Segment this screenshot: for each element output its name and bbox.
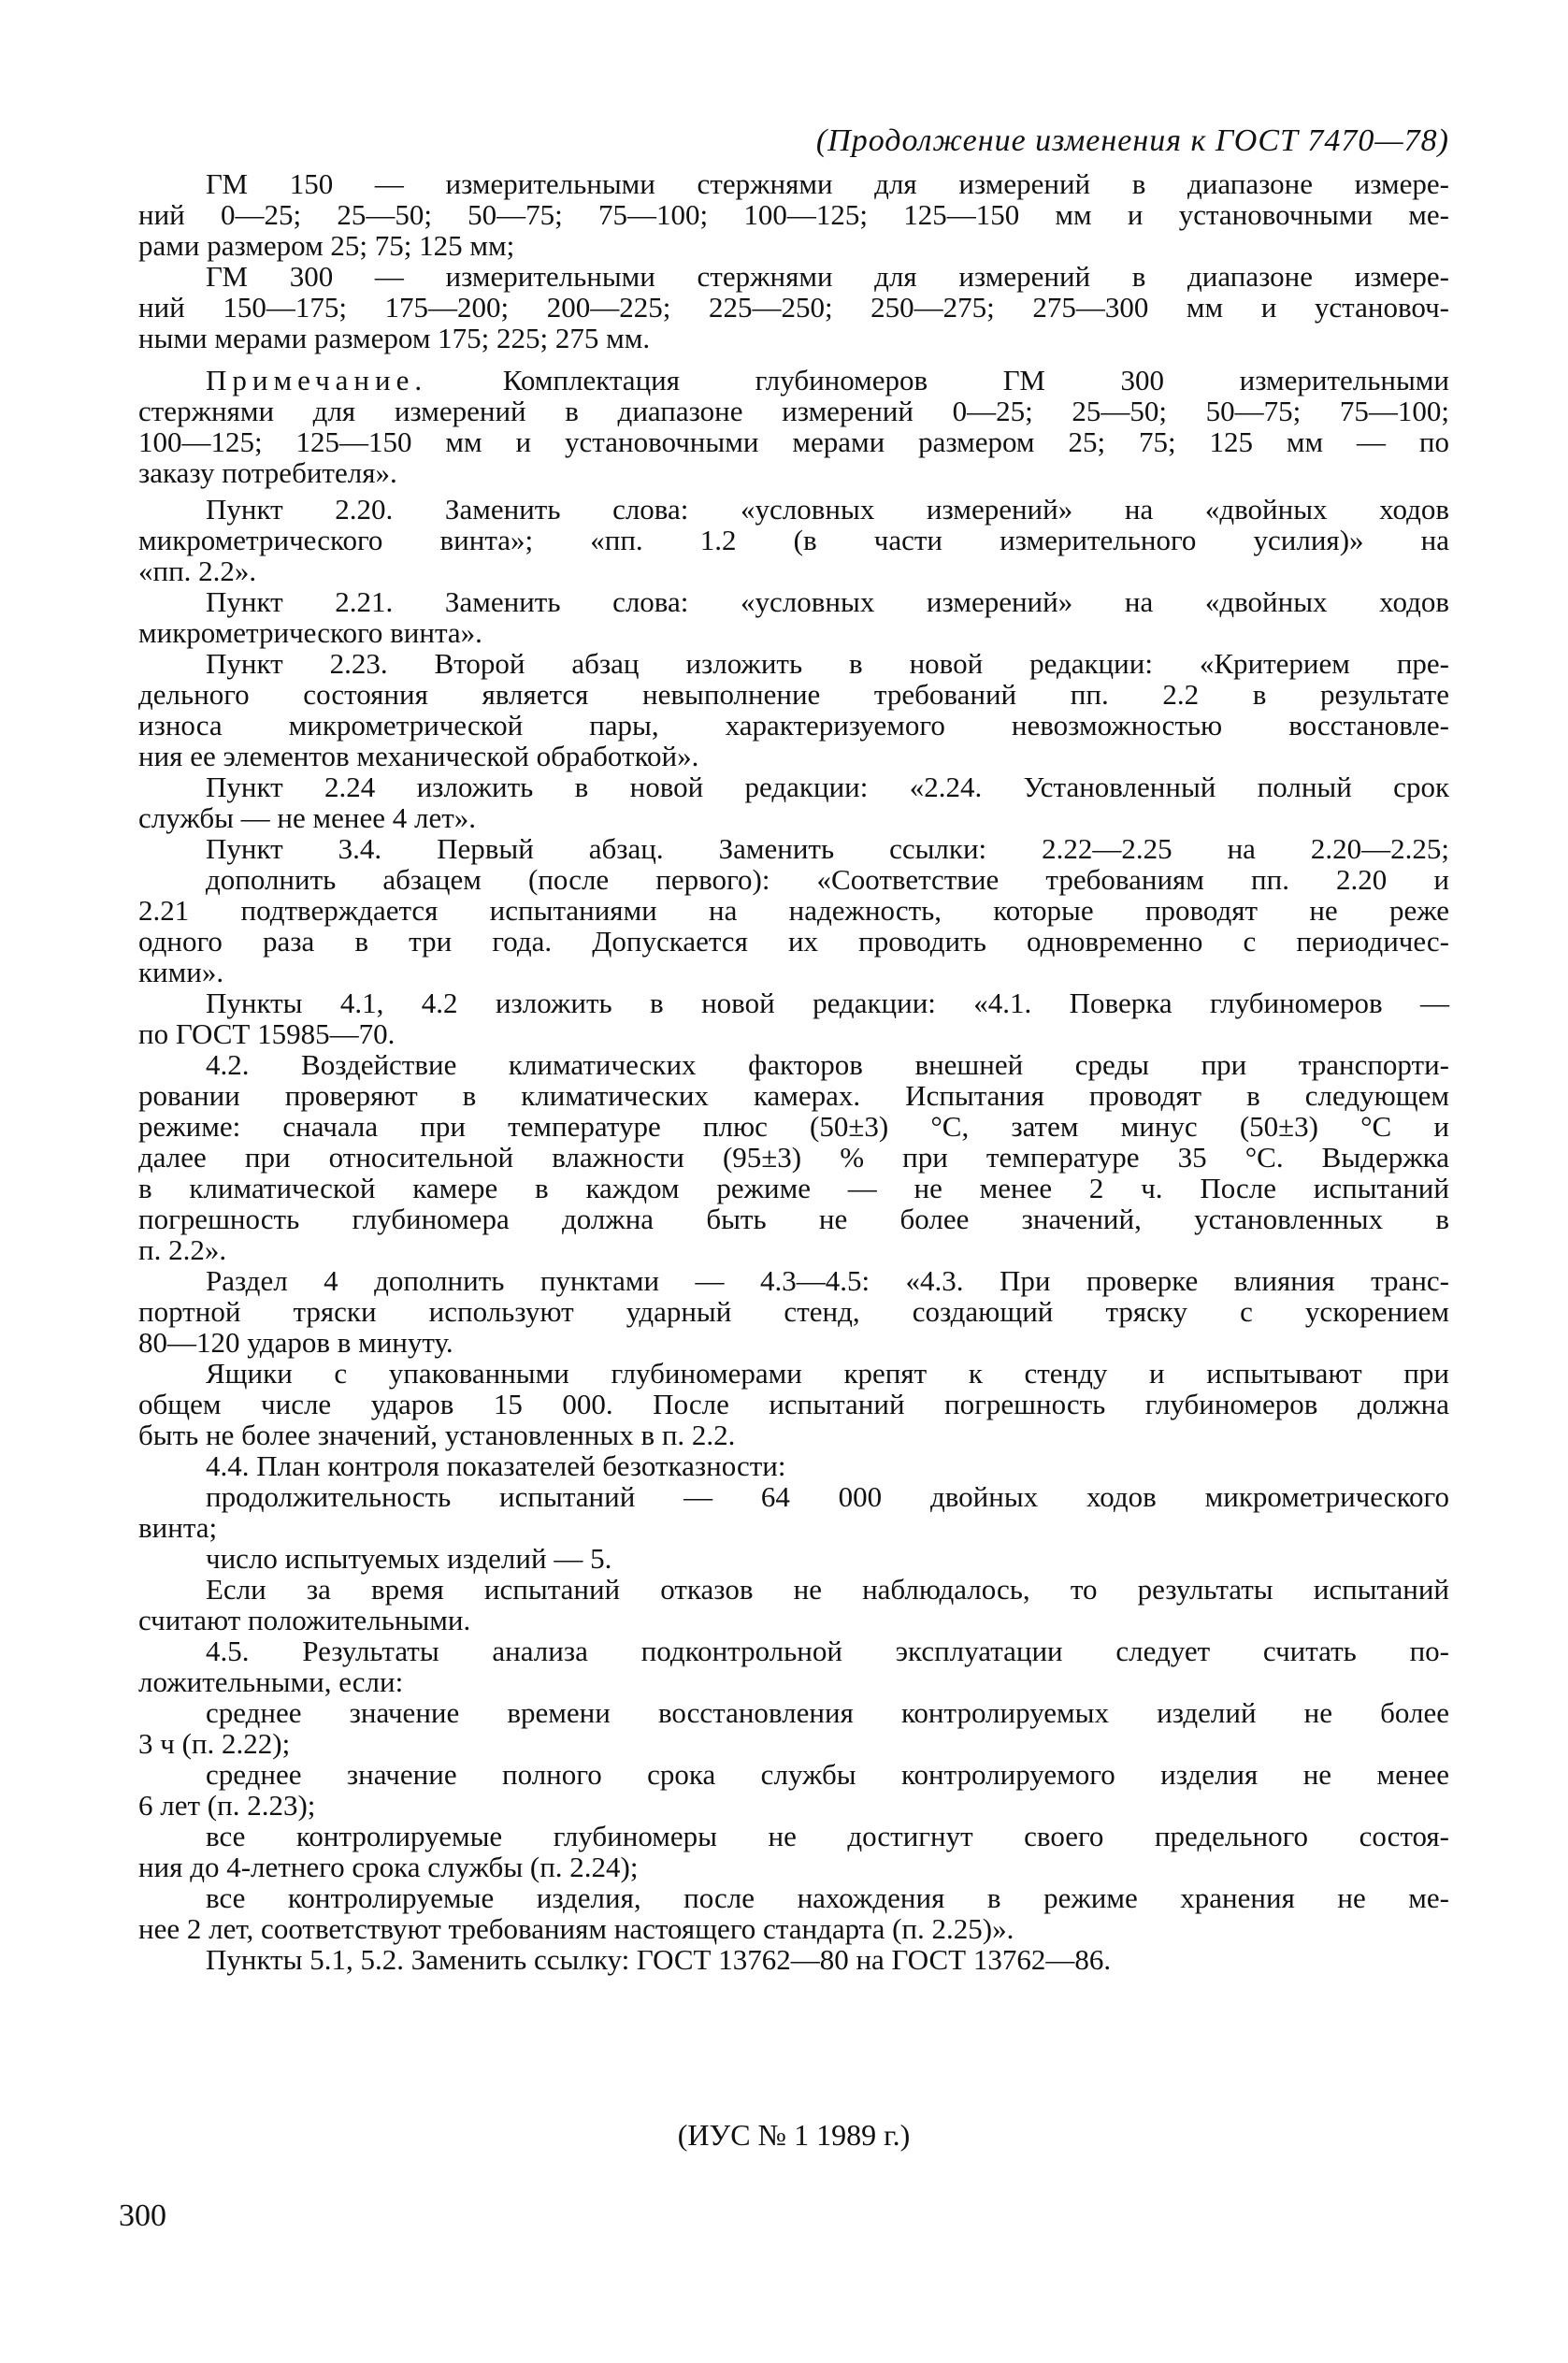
text-line: среднее значение полного срока службы контролируемого изделия не менее [206, 1758, 1449, 1791]
paragraph-note [138, 365, 1449, 488]
paragraph-all-gauges [138, 1821, 1449, 1882]
paragraph-item-4-1 [138, 987, 1449, 1049]
publication-reference: (ИУС № 1 1989 г.) [677, 2118, 911, 2152]
text-line: ложительными, если: [138, 1665, 404, 1698]
note-label: Примечание. [206, 364, 428, 396]
page-number: 300 [119, 2198, 166, 2233]
text-line: «пп. 2.2». [138, 555, 257, 587]
text-line: ными мерами размером 175; 225; 275 мм. [138, 322, 651, 354]
paragraph-duration [138, 1481, 1449, 1543]
text-line: ГМ 150 — измерительными стержнями для измерений в диапазоне измере- [206, 167, 1449, 200]
text-line: далее при относительной влажности (95±3) % при температуре 35 °С. Выдержка [138, 1141, 1449, 1174]
paragraph-item-4-2 [138, 1049, 1449, 1265]
text-line: 2.21 подтверждается испытаниями на надежность, которые проводят не реже [138, 894, 1449, 927]
text-line: 4.2. Воздействие климатических факторов внешней среды при транспорти- [206, 1048, 1449, 1081]
text-line: число испытуемых изделий — 5. [206, 1542, 612, 1575]
text-line: кими». [138, 956, 224, 988]
text-line: 6 лет (п. 2.23); [138, 1789, 316, 1822]
running-head: (Продолжение изменения к ГОСТ 7470—78) [815, 123, 1449, 158]
text-line: считают положительными. [138, 1604, 471, 1636]
text-line: общем числе ударов 15 000. После испытаний погрешность глубиномеров должна [138, 1388, 1449, 1420]
document-body [138, 168, 1449, 1975]
text-line: микрометрического винта». [138, 616, 482, 649]
text-line: Пункты 5.1, 5.2. Заменить ссылку: ГОСТ 13762—80 на ГОСТ 13762—86. [206, 1943, 1112, 1976]
text-line: 3 ч (п. 2.22); [138, 1727, 291, 1760]
text-line: Пункты 4.1, 4.2 изложить в новой редакции: «4.1. Поверка глубиномеров — [206, 987, 1449, 1019]
paragraph-item-5 [138, 1944, 1449, 1975]
text-line: стержнями для измерений в диапазоне измерений 0—25; 25—50; 50—75; 75—100; [138, 395, 1449, 427]
paragraph-mean-restore [138, 1697, 1449, 1759]
text-line: Раздел 4 дополнить пунктами — 4.3—4.5: «4.3. При проверке влияния транс- [206, 1264, 1449, 1297]
paragraph-item-4-4 [138, 1450, 1449, 1481]
paragraph-item-2-21 [138, 586, 1449, 648]
paragraph-gm150 [138, 168, 1449, 261]
text-line: 80—120 ударов в минуту. [138, 1326, 453, 1359]
text-line: ГМ 300 — измерительными стержнями для измерений в диапазоне измере- [206, 260, 1449, 293]
text-line: по ГОСТ 15985—70. [138, 1017, 396, 1050]
text-line: ний 0—25; 25—50; 50—75; 75—100; 100—125; 125—150 мм и установочными ме- [138, 198, 1449, 231]
text-line: продолжительность испытаний — 64 000 двойных ходов микрометрического [206, 1480, 1449, 1513]
text-line: одного раза в три года. Допускается их проводить одновременно с периодичес- [138, 925, 1449, 958]
paragraph-item-3-4-addition [138, 864, 1449, 987]
text-line: Ящики с упакованными глубиномерами крепят к стенду и испытывают при [206, 1357, 1449, 1390]
text-line: среднее значение времени восстановления контролируемых изделий не более [206, 1696, 1449, 1729]
text-line: заказу потребителя». [138, 456, 397, 489]
text-line: износа микрометрической пары, характеризуемого невозможностью восстановле- [138, 709, 1449, 742]
paragraph-item-3-4 [138, 833, 1449, 864]
text-line: все контролируемые глубиномеры не достигнут своего предельного состоя- [206, 1820, 1449, 1852]
text-line: все контролируемые изделия, после нахождения в режиме хранения не ме- [206, 1881, 1449, 1914]
text-line: рами размером 25; 75; 125 мм; [138, 229, 515, 262]
text-line: винта; [138, 1511, 218, 1544]
text-line: нее 2 лет, соответствуют требованиям настоящего стандарта (п. 2.25)». [138, 1912, 1014, 1945]
text-line: Пункт 2.21. Заменить слова: «условных измерений» на «двойных ходов [206, 585, 1449, 618]
text-line: службы — не менее 4 лет». [138, 801, 477, 834]
paragraph-mean-life [138, 1759, 1449, 1821]
text-line: погрешность глубиномера должна быть не более значений, установленных в [138, 1203, 1449, 1235]
paragraph-count [138, 1543, 1449, 1574]
text-line: ния ее элементов механической обработкой». [138, 740, 699, 772]
text-line: режиме: сначала при температуре плюс (50±3) °С, затем минус (50±3) °С и [138, 1110, 1449, 1143]
text-line: Пункт 3.4. Первый абзац. Заменить ссылки: 2.22—2.25 на 2.20—2.25; [206, 832, 1449, 865]
paragraph-gm300 [138, 261, 1449, 353]
text-line: быть не более значений, установленных в п. 2.2. [138, 1419, 736, 1451]
text-line: ровании проверяют в климатических камерах. Испытания проводят в следующем [138, 1079, 1449, 1112]
text-line: Если за время испытаний отказов не наблюдалось, то результаты испытаний [206, 1573, 1449, 1606]
paragraph-boxes [138, 1358, 1449, 1450]
text-line: Пункт 2.20. Заменить слова: «условных измерений» на «двойных ходов [206, 493, 1449, 526]
text-line: Пункт 2.24 изложить в новой редакции: «2.24. Установленный полный срок [206, 771, 1449, 803]
text-line: дополнить абзацем (после первого): «Соответствие требованиям пп. 2.20 и [206, 863, 1449, 896]
paragraph-section-4-addition [138, 1265, 1449, 1358]
note-first-line [138, 365, 1449, 396]
text-line: в климатической камере в каждом режиме — не менее 2 ч. После испытаний [138, 1172, 1449, 1204]
text-line: п. 2.2». [138, 1233, 227, 1266]
paragraph-item-2-20 [138, 494, 1449, 586]
text-line: дельного состояния является невыполнение требований пп. 2.2 в результате [138, 678, 1449, 711]
text-line: микрометрического винта»; «пп. 1.2 (в части измерительного усилия)» на [138, 524, 1449, 556]
text-line: Пункт 2.23. Второй абзац изложить в новой редакции: «Критерием пре- [206, 647, 1449, 680]
text-line: ния до 4-летнего срока службы (п. 2.24); [138, 1851, 639, 1883]
paragraph-no-failures [138, 1574, 1449, 1635]
paragraph-item-2-23 [138, 648, 1449, 771]
paragraph-all-items [138, 1882, 1449, 1944]
text-line: 4.4. План контроля показателей безотказности: [206, 1449, 786, 1482]
text-line: портной тряски используют ударный стенд, создающий тряску с ускорением [138, 1295, 1449, 1328]
paragraph-item-4-5 [138, 1635, 1449, 1697]
text-line: 100—125; 125—150 мм и установочными мерами размером 25; 75; 125 мм — по [138, 425, 1449, 458]
text-line: ний 150—175; 175—200; 200—225; 225—250; 250—275; 275—300 мм и установоч- [138, 291, 1449, 324]
text-line: 4.5. Результаты анализа подконтрольной эксплуатации следует считать по- [206, 1635, 1449, 1667]
paragraph-item-2-24 [138, 771, 1449, 833]
text-run: Комплектация глубиномеров ГМ 300 измерительными [502, 364, 1450, 396]
